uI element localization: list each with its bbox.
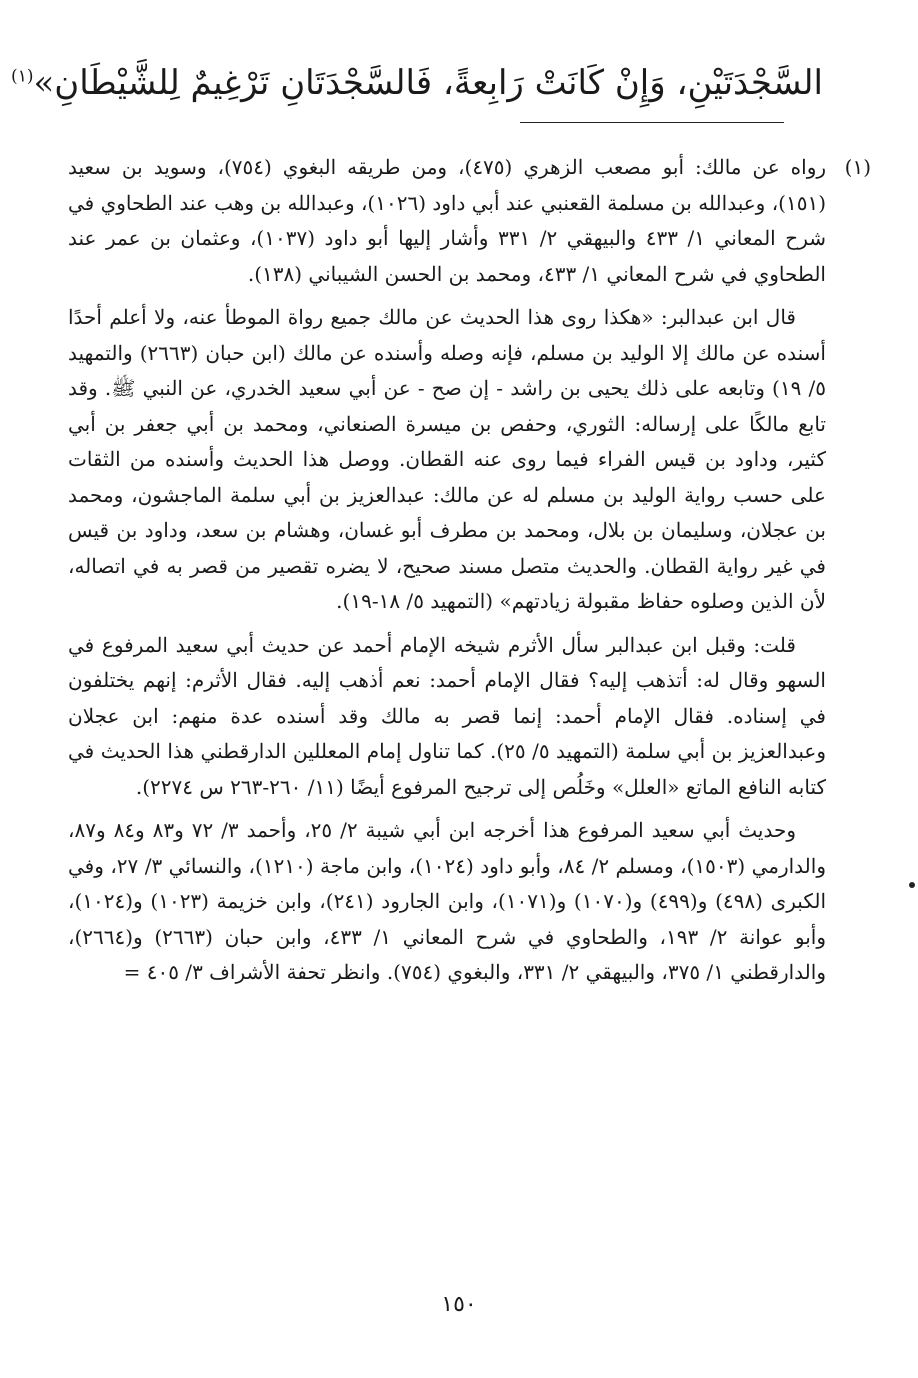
scan-edge-mark (909, 882, 915, 888)
footnote-reference: (١) (11, 66, 34, 87)
page-number: ١٥٠ (441, 1292, 477, 1317)
footnote-number: (١) (844, 155, 871, 179)
footnote-paragraph: قال ابن عبدالبر: «هكذا روى هذا الحديث عن مالك جميع رواة الموطأ عنه، ولا أعلم أحدًا أسنده عن مالك إلا الوليد بن مسلم، فإنه وصله وأسنده عن مالك (ابن حبان (٢٦٦٣) والتمهيد ٥/ ١٩) وتابعه على ذلك يحيى بن راشد - إن صح - عن أبي سعيد الخدري، عن النبي ﷺ. وقد تابع مالكًا على إرساله: الثوري، وحفص بن ميسرة الصنعاني، ومحمد بن أبي جعفر بن أبي كثير، وداود بن قيس الفراء فيما روى عنه القطان. ووصل هذا الحديث وأسنده من الثقات على حسب رواية الوليد بن مسلم له عن مالك: عبدالعزيز بن أبي سلمة الماجشون، ومحمد بن عجلان، وسليمان بن بلال، ومحمد بن مطرف أبو غسان، وهشام بن سعد، وداود بن قيس في غير رواية القطان. والحديث متصل مسند صحيح، لا يضره تقصير من قصر به في اتصاله، لأن الذين وصلوه حفاظ مقبولة زيادتهم» (التمهيد ٥/ ١٨-١٩). (68, 305, 826, 613)
main-text-line (11, 60, 823, 108)
footnote-1 (68, 150, 871, 292)
footnote-paragraph: قلت: وقبل ابن عبدالبر سأل الأثرم شيخه الإمام أحمد عن حديث أبي سعيد المرفوع في السهو وقال له: أتذهب إليه؟ فقال الإمام أحمد: نعم أذهب إليه. فقال الأثرم: إنهم يختلفون في إسناده. فقال الإمام أحمد: إنما قصر به مالك وقد أسنده عدة منهم: ابن عجلان وعبدالعزيز بن أبي سلمة (التمهيد ٥/ ٢٥). كما تناول إمام المعللين الدارقطني هذا الحديث في كتابه النافع الماتع «العلل» وخَلُص إلى ترجيح المرفوع أيضًا (١١/ ٢٦٠-٢٦٣ س ٢٢٧٤). (68, 632, 826, 799)
footnote-paragraph: رواه عن مالك: أبو مصعب الزهري (٤٧٥)، ومن طريقه البغوي (٧٥٤)، وسويد بن سعيد (١٥١)، وعبدالله بن مسلمة القعنبي عند أبي داود (١٠٢٦)، وعبدالله بن وهب عند الطحاوي في شرح المعاني ١/ ٤٣٣ والبيهقي ٢/ ٣٣١ وأشار إليها أبو داود (١٠٣٧)، وعثمان بن عمر عند الطحاوي في شرح المعاني ١/ ٤٣٣، ومحمد بن الحسن الشيباني (١٣٨). (68, 155, 827, 286)
footnote-separator (520, 122, 784, 123)
footnote-paragraph: وحديث أبي سعيد المرفوع هذا أخرجه ابن أبي شيبة ٢/ ٢٥، وأحمد ٣/ ٧٢ و٨٣ و٨٤ و٨٧، والدارمي (١٥٠٣)، ومسلم ٢/ ٨٤، وأبو داود (١٠٢٤)، وابن ماجة (١٢١٠)، والنسائي ٣/ ٢٧، وفي الكبرى (٤٩٨) و(٤٩٩) و(١٠٧٠) و(١٠٧١)، وابن الجارود (٢٤١)، وابن خزيمة (١٠٢٣) و(١٠٢٤)، وأبو عوانة ٢/ ١٩٣، والطحاوي في شرح المعاني ١/ ٤٣٣، وابن حبان (٢٦٦٣) و(٢٦٦٤)، والدارقطني ١/ ٣٧٥، والبيهقي ٢/ ٣٣١، والبغوي (٧٥٤). وانظر تحفة الأشراف ٣/ ٤٠٥ = (68, 818, 827, 984)
footnotes-section (68, 150, 871, 999)
verse-text: السَّجْدَتَيْنِ، وَإِنْ كَانَتْ رَابِعةً، فَالسَّجْدَتَانِ تَرْغِيمٌ لِلشَّيْطَانِ» (33, 63, 823, 103)
